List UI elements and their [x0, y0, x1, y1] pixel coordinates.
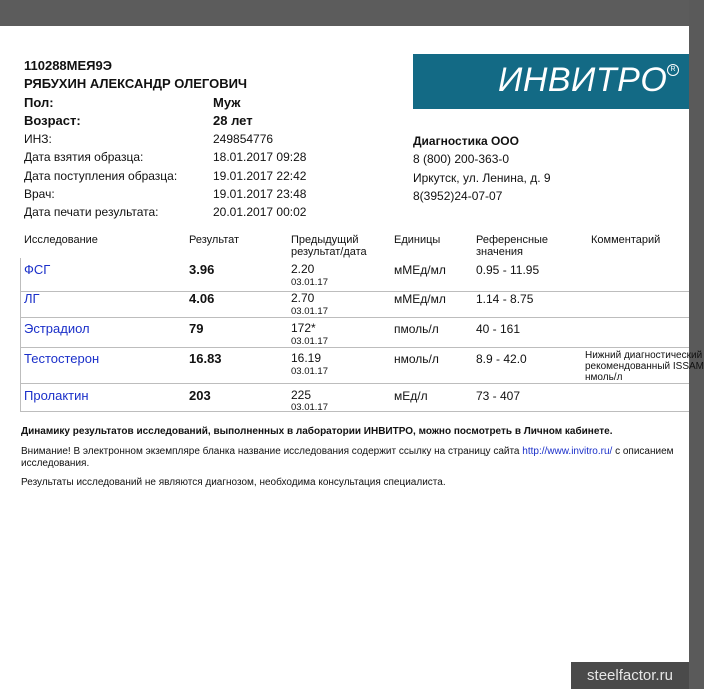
- prev-date: 03.01.17: [291, 402, 328, 413]
- info-label-sex: Пол:: [24, 95, 54, 110]
- info-value-print-date: 20.01.2017 00:02: [213, 205, 307, 219]
- viewer-toolbar: [0, 0, 689, 26]
- header-ref-line1: Референсные: [476, 234, 549, 246]
- header-study: Исследование: [24, 234, 98, 246]
- comment-line3: нмоль/л: [585, 372, 623, 383]
- row-divider: [20, 411, 689, 412]
- prev-value: 2.20: [291, 262, 315, 276]
- info-label-inz: ИНЗ:: [24, 132, 52, 146]
- lab-report-page: [0, 26, 704, 689]
- row-divider: [20, 383, 689, 384]
- lab-address: Иркутск, ул. Ленина, д. 9: [413, 171, 551, 185]
- lab-phone2: 8(3952)24-07-07: [413, 189, 503, 203]
- warning-note: [21, 446, 674, 457]
- disclaimer-note: Результаты исследований не являются диагнозом, необходима консультация специалиста.: [21, 477, 446, 488]
- warning-text-end: с описанием: [612, 446, 674, 457]
- info-value-receipt-date: 19.01.2017 22:42: [213, 169, 307, 183]
- info-value-inz: 249854776: [213, 132, 274, 146]
- result-value: 16.83: [189, 351, 222, 366]
- units: нмоль/л: [394, 352, 439, 366]
- header-comment: Комментарий: [591, 234, 661, 246]
- reference-range: 8.9 - 42.0: [476, 352, 527, 366]
- warning-note-line2: исследования.: [21, 458, 90, 469]
- invitro-logo: [413, 54, 689, 109]
- prev-value: 225: [291, 388, 312, 402]
- info-label-receipt-date: Дата поступления образца:: [24, 169, 178, 183]
- watermark: steelfactor.ru: [571, 662, 689, 689]
- reference-range: 1.14 - 8.75: [476, 292, 534, 306]
- header-units: Единицы: [394, 234, 441, 246]
- study-link[interactable]: Тестостерон: [24, 351, 100, 366]
- reference-range: 73 - 407: [476, 389, 521, 403]
- table-left-border: [20, 258, 21, 411]
- prev-date: 03.01.17: [291, 277, 328, 288]
- row-divider: [20, 291, 689, 292]
- row-divider: [20, 347, 689, 348]
- prev-value: 172*: [291, 321, 316, 335]
- info-label-print-date: Дата печати результата:: [24, 205, 159, 219]
- logo-text: ИНВИТРО: [498, 61, 668, 99]
- header-ref-line2: значения: [476, 246, 524, 258]
- info-label-doctor: Врач:: [24, 187, 55, 201]
- dynamics-note: Динамику результатов исследований, выполненных в лаборатории ИНВИТРО, можно посмотреть в Личном кабинете.: [21, 426, 613, 437]
- prev-value: 16.19: [291, 351, 322, 365]
- reference-range: 0.95 - 11.95: [476, 263, 540, 277]
- lab-name: Диагностика ООО: [413, 134, 519, 148]
- result-value: 79: [189, 321, 204, 336]
- units: мЕд/л: [394, 389, 428, 403]
- result-value: 203: [189, 388, 211, 403]
- warning-text: Внимание! В электронном экземпляре бланка название исследования содержит ссылку на страницу сайта: [21, 446, 523, 457]
- patient-id: 110288МЕЯ9Э: [24, 58, 112, 73]
- header-prev-line2: результат/дата: [291, 246, 367, 258]
- info-label-age: Возраст:: [24, 113, 81, 128]
- info-label-sample-date: Дата взятия образца:: [24, 150, 144, 164]
- prev-date: 03.01.17: [291, 306, 328, 317]
- lab-phone: 8 (800) 200-363-0: [413, 152, 510, 166]
- result-value: 4.06: [189, 291, 215, 306]
- units: мМЕд/мл: [394, 292, 446, 306]
- row-divider: [20, 317, 689, 318]
- study-link[interactable]: ЛГ: [24, 291, 40, 306]
- header-prev-line1: Предыдущий: [291, 234, 359, 246]
- units: пмоль/л: [394, 322, 439, 336]
- registered-mark-icon: R: [667, 64, 679, 76]
- reference-range: 40 - 161: [476, 322, 521, 336]
- prev-value: 2.70: [291, 291, 315, 305]
- info-value-age: 28 лет: [213, 113, 253, 128]
- result-value: 3.96: [189, 262, 215, 277]
- study-link[interactable]: Эстрадиол: [24, 321, 90, 336]
- info-value-sex: Муж: [213, 95, 241, 110]
- units: мМЕд/мл: [394, 263, 446, 277]
- header-result: Результат: [189, 234, 240, 246]
- info-value-doctor: 19.01.2017 23:48: [213, 187, 307, 201]
- patient-name: РЯБУХИН АЛЕКСАНДР ОЛЕГОВИЧ: [24, 76, 248, 91]
- prev-date: 03.01.17: [291, 336, 328, 347]
- invitro-url-link[interactable]: http://www.invitro.ru/: [522, 446, 613, 457]
- info-value-sample-date: 18.01.2017 09:28: [213, 150, 307, 164]
- comment-line2: рекомендованный ISSAM: [585, 361, 704, 372]
- study-link[interactable]: Пролактин: [24, 388, 89, 403]
- comment-line1: Нижний диагностический: [585, 350, 703, 361]
- prev-date: 03.01.17: [291, 366, 328, 377]
- study-link[interactable]: ФСГ: [24, 262, 51, 277]
